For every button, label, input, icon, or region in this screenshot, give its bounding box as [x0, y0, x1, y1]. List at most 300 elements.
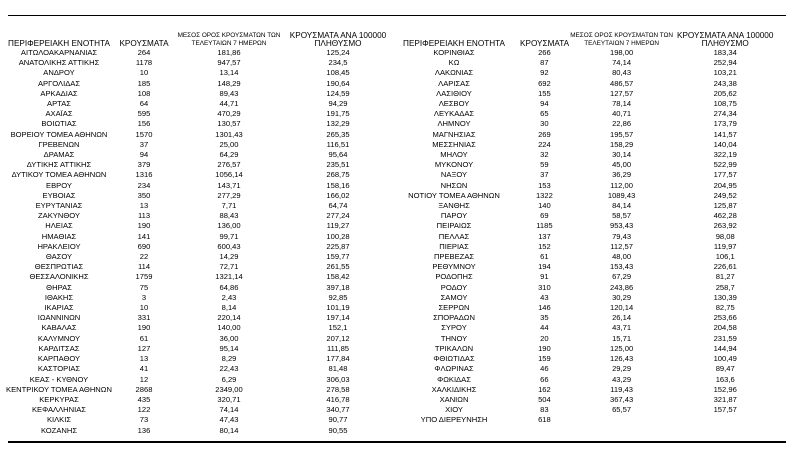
cases-cell: 94	[139, 150, 149, 160]
avg7-cell: 25,00	[219, 139, 239, 149]
cases-cell: 137	[538, 231, 551, 241]
per100k-cell: 152,96	[713, 384, 737, 394]
per100k-cell: 141,57	[713, 129, 737, 139]
table-row	[0, 354, 388, 364]
region-cell: ΡΟΔΟΥ	[440, 282, 468, 292]
cases-cell: 1178	[135, 58, 153, 68]
table-row	[388, 334, 776, 344]
avg7-cell: 1321,14	[215, 272, 243, 282]
region-cell: ΗΜΑΘΙΑΣ	[41, 231, 77, 241]
avg7-cell: 6,29	[221, 374, 237, 384]
region-cell: ΘΑΣΟΥ	[45, 252, 73, 262]
avg7-cell: 48,00	[612, 252, 632, 262]
avg7-cell: 1301,43	[215, 129, 243, 139]
per100k-cell: 106,1	[715, 252, 735, 262]
cases-cell: 73	[139, 415, 149, 425]
region-cell: ΘΕΣΣΑΛΟΝΙΚΗΣ	[29, 272, 89, 282]
per100k-cell: 89,47	[715, 364, 735, 374]
avg7-cell: 486,57	[609, 78, 634, 88]
table-row	[388, 385, 776, 395]
cases-cell: 690	[137, 241, 151, 251]
region-cell: ΘΕΣΠΡΩΤΙΑΣ	[34, 262, 84, 272]
region-cell: ΧΑΛΚΙΔΙΚΗΣ	[431, 384, 477, 394]
avg7-cell: 2,43	[221, 292, 237, 302]
cases-cell: 595	[137, 109, 151, 119]
per100k-column-header: ΚΡΟΥΣΜΑΤΑ ΑΝΑ 100000 ΠΛΗΘΥΣΜΟ	[289, 31, 387, 48]
table-row	[0, 211, 388, 221]
cases-cell: 153	[538, 180, 551, 190]
table-row	[388, 262, 776, 272]
avg7-cell: 58,57	[612, 211, 632, 221]
table-row	[388, 313, 776, 323]
per100k-cell: 258,7	[715, 282, 735, 292]
table-row	[0, 140, 388, 150]
per100k-cell: 205,62	[713, 88, 737, 98]
table-row	[388, 68, 776, 78]
table-row	[0, 68, 388, 78]
cases-cell: 146	[538, 303, 551, 313]
per100k-cell: 321,87	[713, 394, 737, 404]
table-row	[388, 232, 776, 242]
region-cell: ΛΕΣΒΟΥ	[438, 99, 470, 109]
right-table-body	[388, 48, 776, 426]
region-cell: ΣΥΡΟΥ	[441, 323, 467, 333]
avg7-cell: 84,14	[612, 201, 632, 211]
avg7-cell: 600,43	[217, 241, 241, 251]
per100k-cell: 81,27	[715, 272, 735, 282]
region-cell: ΝΑΞΟΥ	[440, 170, 468, 180]
avg7-cell: 43,71	[612, 323, 632, 333]
left-table-body	[0, 48, 388, 436]
per100k-cell: 152,1	[328, 323, 348, 333]
region-cell: ΣΑΜΟΥ	[440, 292, 468, 302]
table-row	[388, 140, 776, 150]
table-row	[0, 150, 388, 160]
cases-cell: 264	[137, 48, 151, 57]
region-cell: ΣΠΟΡΑΔΩΝ	[433, 313, 475, 323]
cases-cell: 113	[137, 211, 151, 221]
table-row	[0, 303, 388, 313]
table-row	[0, 89, 388, 99]
per100k-cell: 130,39	[713, 292, 737, 302]
per100k-cell: 197,14	[326, 313, 350, 323]
per100k-cell: 274,34	[713, 109, 737, 119]
cases-cell: 37	[139, 139, 149, 149]
avg7-cell: 45,00	[612, 160, 632, 170]
cases-cell: 331	[137, 313, 151, 323]
per100k-cell: 119,27	[326, 221, 350, 231]
cases-cell: 269	[538, 129, 551, 139]
left-table-section	[0, 26, 388, 436]
table-row	[388, 160, 776, 170]
cases-cell: 69	[540, 211, 549, 221]
region-cell: ΦΘΙΩΤΙΔΑΣ	[433, 354, 475, 364]
region-cell: ΕΥΒΟΙΑΣ	[42, 190, 76, 200]
region-cell: ΛΕΥΚΑΔΑΣ	[433, 109, 475, 119]
per100k-cell: 268,75	[326, 170, 350, 180]
per100k-cell: 204,58	[713, 323, 737, 333]
region-cell: ΛΑΡΙΣΑΣ	[438, 78, 470, 88]
cases-cell: 43	[540, 292, 549, 302]
region-column-header: ΠΕΡΙΦΕΡΕΙΑΚΗ ΕΝΟΤΗΤΑ	[403, 39, 505, 48]
cases-cell: 155	[538, 88, 551, 98]
avg7-cell: 320,71	[217, 394, 241, 404]
cases-cell: 13	[139, 354, 149, 364]
avg7-cell: 119,43	[610, 384, 633, 394]
cases-cell: 1570	[135, 129, 153, 139]
table-row	[0, 130, 388, 140]
right-table-section	[388, 26, 776, 426]
region-cell: ΚΑΣΤΟΡΙΑΣ	[37, 364, 81, 374]
per100k-cell: 173,79	[713, 119, 737, 129]
per100k-cell: 101,19	[326, 303, 350, 313]
cases-cell: 156	[137, 119, 151, 129]
table-row	[0, 58, 388, 68]
bottom-rule	[8, 441, 786, 443]
avg7-cell: 126,43	[609, 354, 634, 364]
region-cell: ΗΛΕΙΑΣ	[45, 221, 73, 231]
cases-cell: 266	[538, 48, 551, 57]
cases-cell: 87	[540, 58, 549, 68]
region-cell: ΘΗΡΑΣ	[46, 282, 72, 292]
avg7-cell: 64,86	[219, 282, 239, 292]
region-cell: ΝΗΣΩΝ	[440, 180, 468, 190]
avg7-cell: 36,00	[219, 333, 239, 343]
region-cell: ΛΑΣΙΘΙΟΥ	[436, 88, 472, 98]
cases-cell: 159	[538, 354, 551, 364]
table-row	[388, 201, 776, 211]
region-cell: ΣΕΡΡΩΝ	[438, 303, 470, 313]
region-cell: ΓΡΕΒΕΝΩΝ	[38, 139, 80, 149]
table-row	[388, 79, 776, 89]
region-cell: ΝΟΤΙΟΥ ΤΟΜΕΑ ΑΘΗΝΩΝ	[408, 190, 500, 200]
avg7-cell: 112,57	[610, 241, 633, 251]
per100k-cell: 90,55	[328, 425, 348, 435]
region-cell: ΑΝΑΤΟΛΙΚΗΣ ΑΤΤΙΚΗΣ	[18, 58, 100, 68]
region-cell: ΠΡΕΒΕΖΑΣ	[433, 252, 475, 262]
avg7-cell: 276,57	[217, 160, 241, 170]
avg7-cell: 130,57	[217, 119, 241, 129]
cases-cell: 310	[538, 282, 551, 292]
avg7-cell: 140,00	[217, 323, 241, 333]
table-row	[388, 252, 776, 262]
cases-cell: 92	[540, 68, 549, 78]
per100k-cell: 322,19	[713, 150, 737, 160]
table-row	[388, 364, 776, 374]
avg7-cell: 195,57	[609, 129, 634, 139]
per100k-cell: 243,38	[713, 78, 737, 88]
per100k-cell: 252,94	[713, 58, 737, 68]
region-cell: ΑΡΤΑΣ	[47, 99, 71, 109]
avg7-cell: 40,71	[612, 109, 632, 119]
avg7-column-header: ΜΕΣΟΣ ΟΡΟΣ ΚΡΟΥΣΜΑΤΩΝ ΤΩΝ ΤΕΛΕΥΤΑΙΩΝ 7 ΗΜΕΡΩΝ	[177, 32, 281, 47]
avg7-cell: 220,14	[217, 313, 241, 323]
per100k-cell: 177,84	[326, 354, 350, 364]
avg7-cell: 8,29	[221, 354, 237, 364]
cases-cell: 185	[137, 78, 151, 88]
cases-cell: 190	[137, 323, 151, 333]
table-row	[0, 334, 388, 344]
region-cell: ΛΑΚΩΝΙΑΣ	[434, 68, 474, 78]
region-cell: ΚΕΡΚΥΡΑΣ	[39, 394, 79, 404]
cases-cell: 1759	[135, 272, 153, 282]
region-cell: ΦΩΚΙΔΑΣ	[437, 374, 471, 384]
region-cell: ΞΑΝΘΗΣ	[438, 201, 470, 211]
region-cell: ΚΕΦΑΛΛΗΝΙΑΣ	[31, 405, 87, 415]
cases-column-header: ΚΡΟΥΣΜΑΤΑ	[520, 39, 570, 48]
per100k-cell: 158,16	[326, 180, 350, 190]
avg7-cell: 2349,00	[215, 384, 243, 394]
per100k-cell: 225,87	[326, 241, 350, 251]
avg7-cell: 22,43	[219, 364, 239, 374]
table-row	[388, 405, 776, 415]
table-row	[388, 109, 776, 119]
region-cell: ΑΡΚΑΔΙΑΣ	[40, 88, 78, 98]
region-cell: ΧΙΟΥ	[445, 405, 463, 415]
region-cell: ΡΕΘΥΜΝΟΥ	[432, 262, 476, 272]
per100k-cell: 95,64	[328, 150, 348, 160]
per100k-cell: 163,6	[715, 374, 735, 384]
per100k-cell: 108,45	[326, 68, 350, 78]
cases-cell: 37	[540, 170, 549, 180]
avg7-cell: 43,29	[612, 374, 632, 384]
avg7-cell: 153,43	[609, 262, 634, 272]
region-cell: ΠΑΡΟΥ	[440, 211, 468, 221]
avg7-cell: 14,29	[219, 252, 239, 262]
region-cell: ΜΕΣΣΗΝΙΑΣ	[432, 139, 476, 149]
per100k-cell: 265,35	[326, 129, 350, 139]
cases-cell: 64	[139, 99, 149, 109]
cases-cell: 32	[540, 150, 549, 160]
table-row	[0, 252, 388, 262]
avg7-cell: 367,43	[609, 394, 634, 404]
cases-cell: 59	[540, 160, 549, 170]
table-row	[388, 375, 776, 385]
table-row	[0, 99, 388, 109]
avg7-cell: 26,14	[612, 313, 632, 323]
per100k-cell: 261,55	[326, 262, 350, 272]
cases-cell: 13	[139, 201, 149, 211]
per100k-cell: 98,08	[715, 231, 735, 241]
per100k-cell: 183,34	[713, 48, 737, 57]
avg7-cell: 15,71	[612, 333, 632, 343]
per100k-cell: 92,85	[328, 292, 348, 302]
table-row	[0, 160, 388, 170]
avg7-cell: 112,00	[610, 180, 633, 190]
avg7-cell: 1089,43	[607, 190, 636, 200]
region-cell: ΙΚΑΡΙΑΣ	[44, 303, 74, 313]
avg7-cell: 29,29	[612, 364, 632, 374]
avg7-cell: 80,14	[219, 425, 239, 435]
table-row	[0, 395, 388, 405]
table-row	[388, 242, 776, 252]
per100k-cell: 416,78	[326, 394, 350, 404]
table-row	[388, 272, 776, 282]
table-row	[0, 385, 388, 395]
avg7-cell: 89,43	[219, 88, 239, 98]
per100k-cell: 397,18	[326, 282, 350, 292]
per100k-cell: 159,77	[326, 252, 350, 262]
table-row	[0, 242, 388, 252]
table-row	[0, 272, 388, 282]
avg7-cell: 30,29	[612, 292, 632, 302]
table-row	[388, 89, 776, 99]
region-cell: ΚΩ	[448, 58, 460, 68]
cases-cell: 435	[137, 394, 151, 404]
table-row	[0, 201, 388, 211]
cases-cell: 190	[137, 221, 151, 231]
avg7-cell: 7,71	[221, 201, 237, 211]
cases-cell: 122	[137, 405, 151, 415]
right-header-row	[388, 26, 776, 48]
avg7-cell: 148,29	[217, 78, 241, 88]
cases-cell: 10	[139, 68, 149, 78]
region-cell: ΚΑΒΑΛΑΣ	[41, 323, 77, 333]
table-row	[388, 181, 776, 191]
region-cell: ΙΘΑΚΗΣ	[44, 292, 74, 302]
per100k-cell: 124,59	[326, 88, 350, 98]
cases-cell: 162	[538, 384, 551, 394]
cases-cell: 66	[540, 374, 549, 384]
per100k-cell: 177,57	[713, 170, 737, 180]
table-row	[388, 221, 776, 231]
per100k-cell: 103,21	[713, 68, 737, 78]
table-row	[388, 119, 776, 129]
cases-cell: 83	[540, 405, 549, 415]
avg7-cell: 143,71	[217, 180, 241, 190]
region-cell: ΜΗΛΟΥ	[440, 150, 468, 160]
table-row	[0, 109, 388, 119]
right-data-table	[388, 26, 776, 426]
avg7-cell: 36,29	[612, 170, 632, 180]
cases-cell: 20	[540, 333, 549, 343]
table-row	[388, 395, 776, 405]
table-row	[388, 191, 776, 201]
region-cell: ΑΝΔΡΟΥ	[43, 68, 75, 78]
cases-cell: 136	[137, 425, 151, 435]
cases-cell: 12	[139, 374, 149, 384]
region-column-header: ΠΕΡΙΦΕΡΕΙΑΚΗ ΕΝΟΤΗΤΑ	[8, 39, 110, 48]
cases-cell: 2868	[135, 384, 153, 394]
avg7-cell: 953,43	[609, 221, 634, 231]
avg7-cell: 78,14	[612, 99, 632, 109]
avg7-cell: 74,14	[219, 405, 239, 415]
region-cell: ΑΙΤΩΛΟΑΚΑΡΝΑΝΙΑΣ	[20, 48, 98, 57]
avg7-cell: 470,29	[217, 109, 241, 119]
cases-cell: 75	[139, 282, 149, 292]
per100k-cell: 116,51	[326, 139, 350, 149]
per100k-cell: 190,64	[326, 78, 350, 88]
avg7-cell: 8,14	[221, 303, 237, 313]
region-cell: ΚΑΛΥΜΝΟΥ	[37, 333, 81, 343]
cases-cell: 10	[139, 303, 149, 313]
table-row	[388, 150, 776, 160]
table-row	[0, 426, 388, 436]
avg7-cell: 47,43	[219, 415, 239, 425]
cases-cell: 108	[137, 88, 151, 98]
per100k-cell: 306,03	[326, 374, 350, 384]
avg7-cell: 95,14	[219, 343, 239, 353]
per100k-column-header: ΚΡΟΥΣΜΑΤΑ ΑΝΑ 100000 ΠΛΗΘΥΣΜΟ	[676, 31, 774, 48]
avg7-cell: 13,14	[219, 68, 239, 78]
region-cell: ΚΟΖΑΝΗΣ	[40, 425, 78, 435]
table-row	[388, 130, 776, 140]
cases-cell: 1322	[535, 190, 553, 200]
top-rule	[8, 15, 786, 16]
table-row	[388, 48, 776, 58]
table-row	[0, 191, 388, 201]
avg7-cell: 72,71	[219, 262, 239, 272]
per100k-cell: 235,51	[326, 160, 350, 170]
per100k-cell: 462,28	[713, 211, 737, 221]
avg7-cell: 181,86	[217, 48, 241, 57]
region-cell: ΔΥΤΙΚΟΥ ΤΟΜΕΑ ΑΘΗΝΩΝ	[11, 170, 107, 180]
cases-cell: 65	[540, 109, 549, 119]
per100k-cell: 82,75	[715, 303, 735, 313]
table-row	[388, 303, 776, 313]
cases-cell: 350	[137, 190, 151, 200]
per100k-cell: 204,95	[713, 180, 737, 190]
region-cell: ΙΩΑΝΝΙΝΩΝ	[37, 313, 81, 323]
table-row	[0, 293, 388, 303]
per100k-cell: 253,66	[713, 313, 737, 323]
region-cell: ΗΡΑΚΛΕΙΟΥ	[37, 241, 81, 251]
cases-cell: 22	[139, 252, 149, 262]
per100k-cell: 100,28	[326, 231, 350, 241]
avg7-cell: 277,29	[217, 190, 241, 200]
cases-cell: 379	[137, 160, 151, 170]
region-cell: ΤΡΙΚΑΛΩΝ	[434, 343, 474, 353]
cases-cell: 190	[538, 343, 551, 353]
per100k-cell: 132,29	[326, 119, 350, 129]
avg7-column-header: ΜΕΣΟΣ ΟΡΟΣ ΚΡΟΥΣΜΑΤΩΝ ΤΩΝ ΤΕΛΕΥΤΑΙΩΝ 7 ΗΜΕΡΩΝ	[570, 32, 673, 47]
avg7-cell: 158,29	[609, 139, 634, 149]
table-row	[388, 211, 776, 221]
avg7-cell: 67,29	[612, 272, 632, 282]
avg7-cell: 243,86	[609, 282, 634, 292]
table-row	[0, 262, 388, 272]
region-cell: ΧΑΝΙΩΝ	[439, 394, 469, 404]
cases-cell: 114	[137, 262, 151, 272]
region-cell: ΥΠΟ ΔΙΕΡΕΥΝΗΣΗ	[420, 415, 488, 425]
per100k-cell: 108,75	[713, 99, 737, 109]
table-row	[0, 48, 388, 58]
cases-cell: 224	[538, 139, 551, 149]
table-row	[0, 221, 388, 231]
region-cell: ΕΒΡΟΥ	[46, 180, 72, 190]
per100k-cell: 158,42	[326, 272, 350, 282]
per100k-cell: 157,57	[713, 405, 737, 415]
left-data-table	[0, 26, 388, 436]
cases-cell: 1316	[135, 170, 153, 180]
avg7-cell: 136,00	[217, 221, 241, 231]
cases-cell: 30	[540, 119, 549, 129]
table-row	[388, 99, 776, 109]
region-cell: ΦΛΩΡΙΝΑΣ	[434, 364, 474, 374]
table-row	[0, 283, 388, 293]
cases-cell: 194	[538, 262, 551, 272]
per100k-cell: 125,87	[713, 201, 737, 211]
table-row	[388, 283, 776, 293]
region-cell: ΚΑΡΔΙΤΣΑΣ	[38, 343, 80, 353]
table-row	[0, 323, 388, 333]
table-row	[388, 344, 776, 354]
region-cell: ΚΕΑΣ - ΚΥΘΝΟΥ	[29, 374, 89, 384]
table-row	[0, 364, 388, 374]
region-cell: ΡΟΔΟΠΗΣ	[435, 272, 473, 282]
cases-cell: 692	[538, 78, 551, 88]
avg7-cell: 22,86	[612, 119, 632, 129]
